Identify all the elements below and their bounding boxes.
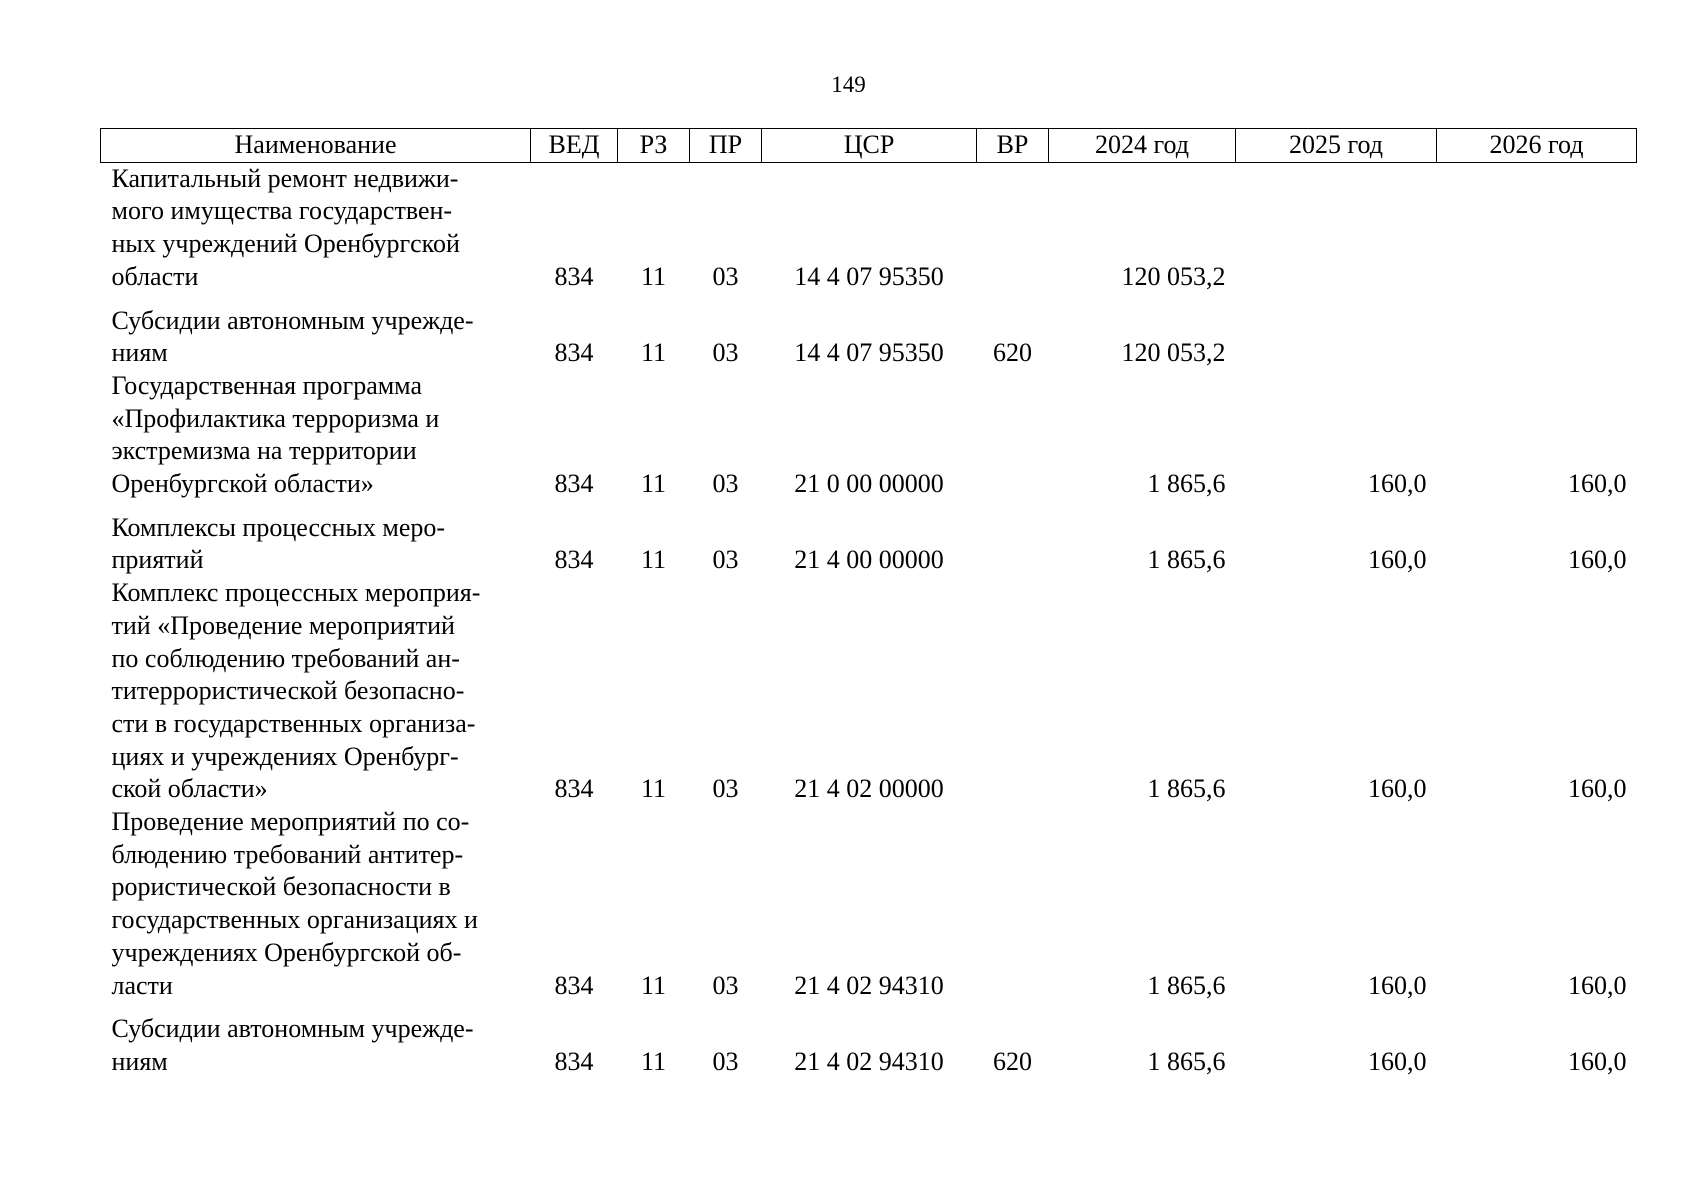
table-row — [101, 162, 1637, 293]
row-2025: 160,0 — [1368, 970, 1427, 1000]
row-rz: 11 — [640, 469, 667, 499]
row-rz: 11 — [640, 545, 667, 575]
row-2024: 120 053,2 — [1121, 261, 1226, 291]
row-2025 — [1236, 294, 1437, 370]
row-pr: 03 — [712, 774, 739, 804]
row-rz: 11 — [640, 338, 667, 368]
table-row — [101, 370, 1637, 501]
row-2024: 1 865,6 — [1147, 1046, 1226, 1076]
table-row — [101, 501, 1637, 577]
row-rz: 11 — [640, 1046, 667, 1076]
row-vr: 620 — [993, 338, 1032, 368]
row-2025: 160,0 — [1368, 469, 1427, 499]
row-name: Капитальный ремонт недвижи- мого имущества государствен- ных учреждений Оренбургской области — [111, 163, 460, 291]
row-pr: 03 — [712, 469, 739, 499]
table-row — [101, 294, 1637, 370]
row-2024: 120 053,2 — [1121, 338, 1226, 368]
row-csr: 14 4 07 95350 — [794, 338, 944, 368]
row-pr: 03 — [712, 1046, 739, 1076]
page-number: 149 — [831, 72, 866, 97]
row-ved: 834 — [554, 261, 594, 291]
row-2024: 1 865,6 — [1147, 469, 1226, 499]
row-ved: 834 — [554, 970, 594, 1000]
row-vr — [977, 577, 1049, 806]
row-vr — [977, 162, 1049, 293]
row-csr: 21 0 00 00000 — [794, 469, 944, 499]
row-vr — [977, 501, 1049, 577]
row-2025 — [1236, 162, 1437, 293]
row-name: Государственная программа «Профилактика терроризма и экстремизма на территории Оренбургской области» — [111, 370, 440, 499]
row-name: Комплексы процессных меро- приятий — [111, 512, 446, 575]
row-2024: 1 865,6 — [1147, 774, 1226, 804]
row-ved: 834 — [554, 338, 594, 368]
header-row — [101, 129, 1637, 163]
header-csr: ЦСР — [762, 129, 977, 163]
row-csr: 21 4 02 00000 — [794, 774, 944, 804]
header-rz: РЗ — [618, 129, 690, 163]
header-2025: 2025 год — [1236, 129, 1437, 163]
row-2024: 1 865,6 — [1147, 970, 1226, 1000]
row-2025: 160,0 — [1368, 774, 1427, 804]
row-2025: 160,0 — [1368, 545, 1427, 575]
row-rz: 11 — [640, 261, 667, 291]
row-ved: 834 — [554, 1046, 594, 1076]
row-vr: 620 — [993, 1046, 1032, 1076]
row-2026 — [1437, 162, 1637, 293]
row-2026: 160,0 — [1568, 469, 1627, 499]
row-pr: 03 — [712, 338, 739, 368]
row-rz: 11 — [640, 970, 667, 1000]
row-name: Комплекс процессных мероприя- тий «Проведение мероприятий по соблюдению требований ан- титеррористической безопасно- сти в государственных организа- циях и учреждениях Оренбург- ской области» — [111, 578, 481, 804]
header-2024: 2024 год — [1049, 129, 1236, 163]
row-pr: 03 — [712, 261, 739, 291]
header-vr: ВР — [977, 129, 1049, 163]
row-ved: 834 — [554, 774, 594, 804]
row-ved: 834 — [554, 545, 594, 575]
row-name: Проведение мероприятий по со- блюдению требований антитер- рористической безопасности в государственных организациях и учреждениях Оренбургской об- ласти — [111, 807, 478, 1000]
row-csr: 21 4 02 94310 — [794, 970, 944, 1000]
row-csr: 21 4 02 94310 — [794, 1046, 944, 1076]
row-csr: 14 4 07 95350 — [794, 261, 944, 291]
row-2026: 160,0 — [1568, 774, 1627, 804]
row-name: Субсидии автономным учрежде- ниям — [111, 305, 474, 368]
table-row — [101, 577, 1637, 806]
row-2026: 160,0 — [1568, 970, 1627, 1000]
row-csr: 21 4 00 00000 — [794, 545, 944, 575]
budget-table — [100, 128, 1637, 1079]
row-vr — [977, 370, 1049, 501]
header-pr: ПР — [690, 129, 762, 163]
table-row — [101, 806, 1637, 1002]
table-header — [101, 129, 1637, 163]
row-ved: 834 — [554, 469, 594, 499]
row-pr: 03 — [712, 545, 739, 575]
row-rz: 11 — [640, 774, 667, 804]
row-2024: 1 865,6 — [1147, 545, 1226, 575]
row-vr — [977, 806, 1049, 1002]
header-2026: 2026 год — [1437, 129, 1637, 163]
row-2025: 160,0 — [1368, 1046, 1427, 1076]
header-ved: ВЕД — [531, 129, 618, 163]
row-2026 — [1437, 294, 1637, 370]
row-name: Субсидии автономным учрежде- ниям — [111, 1014, 474, 1076]
row-2026: 160,0 — [1568, 1046, 1627, 1076]
row-pr: 03 — [712, 970, 739, 1000]
header-name: Наименование — [101, 129, 531, 163]
table-row — [101, 1002, 1637, 1078]
row-2026: 160,0 — [1568, 545, 1627, 575]
table-body — [101, 162, 1637, 1078]
